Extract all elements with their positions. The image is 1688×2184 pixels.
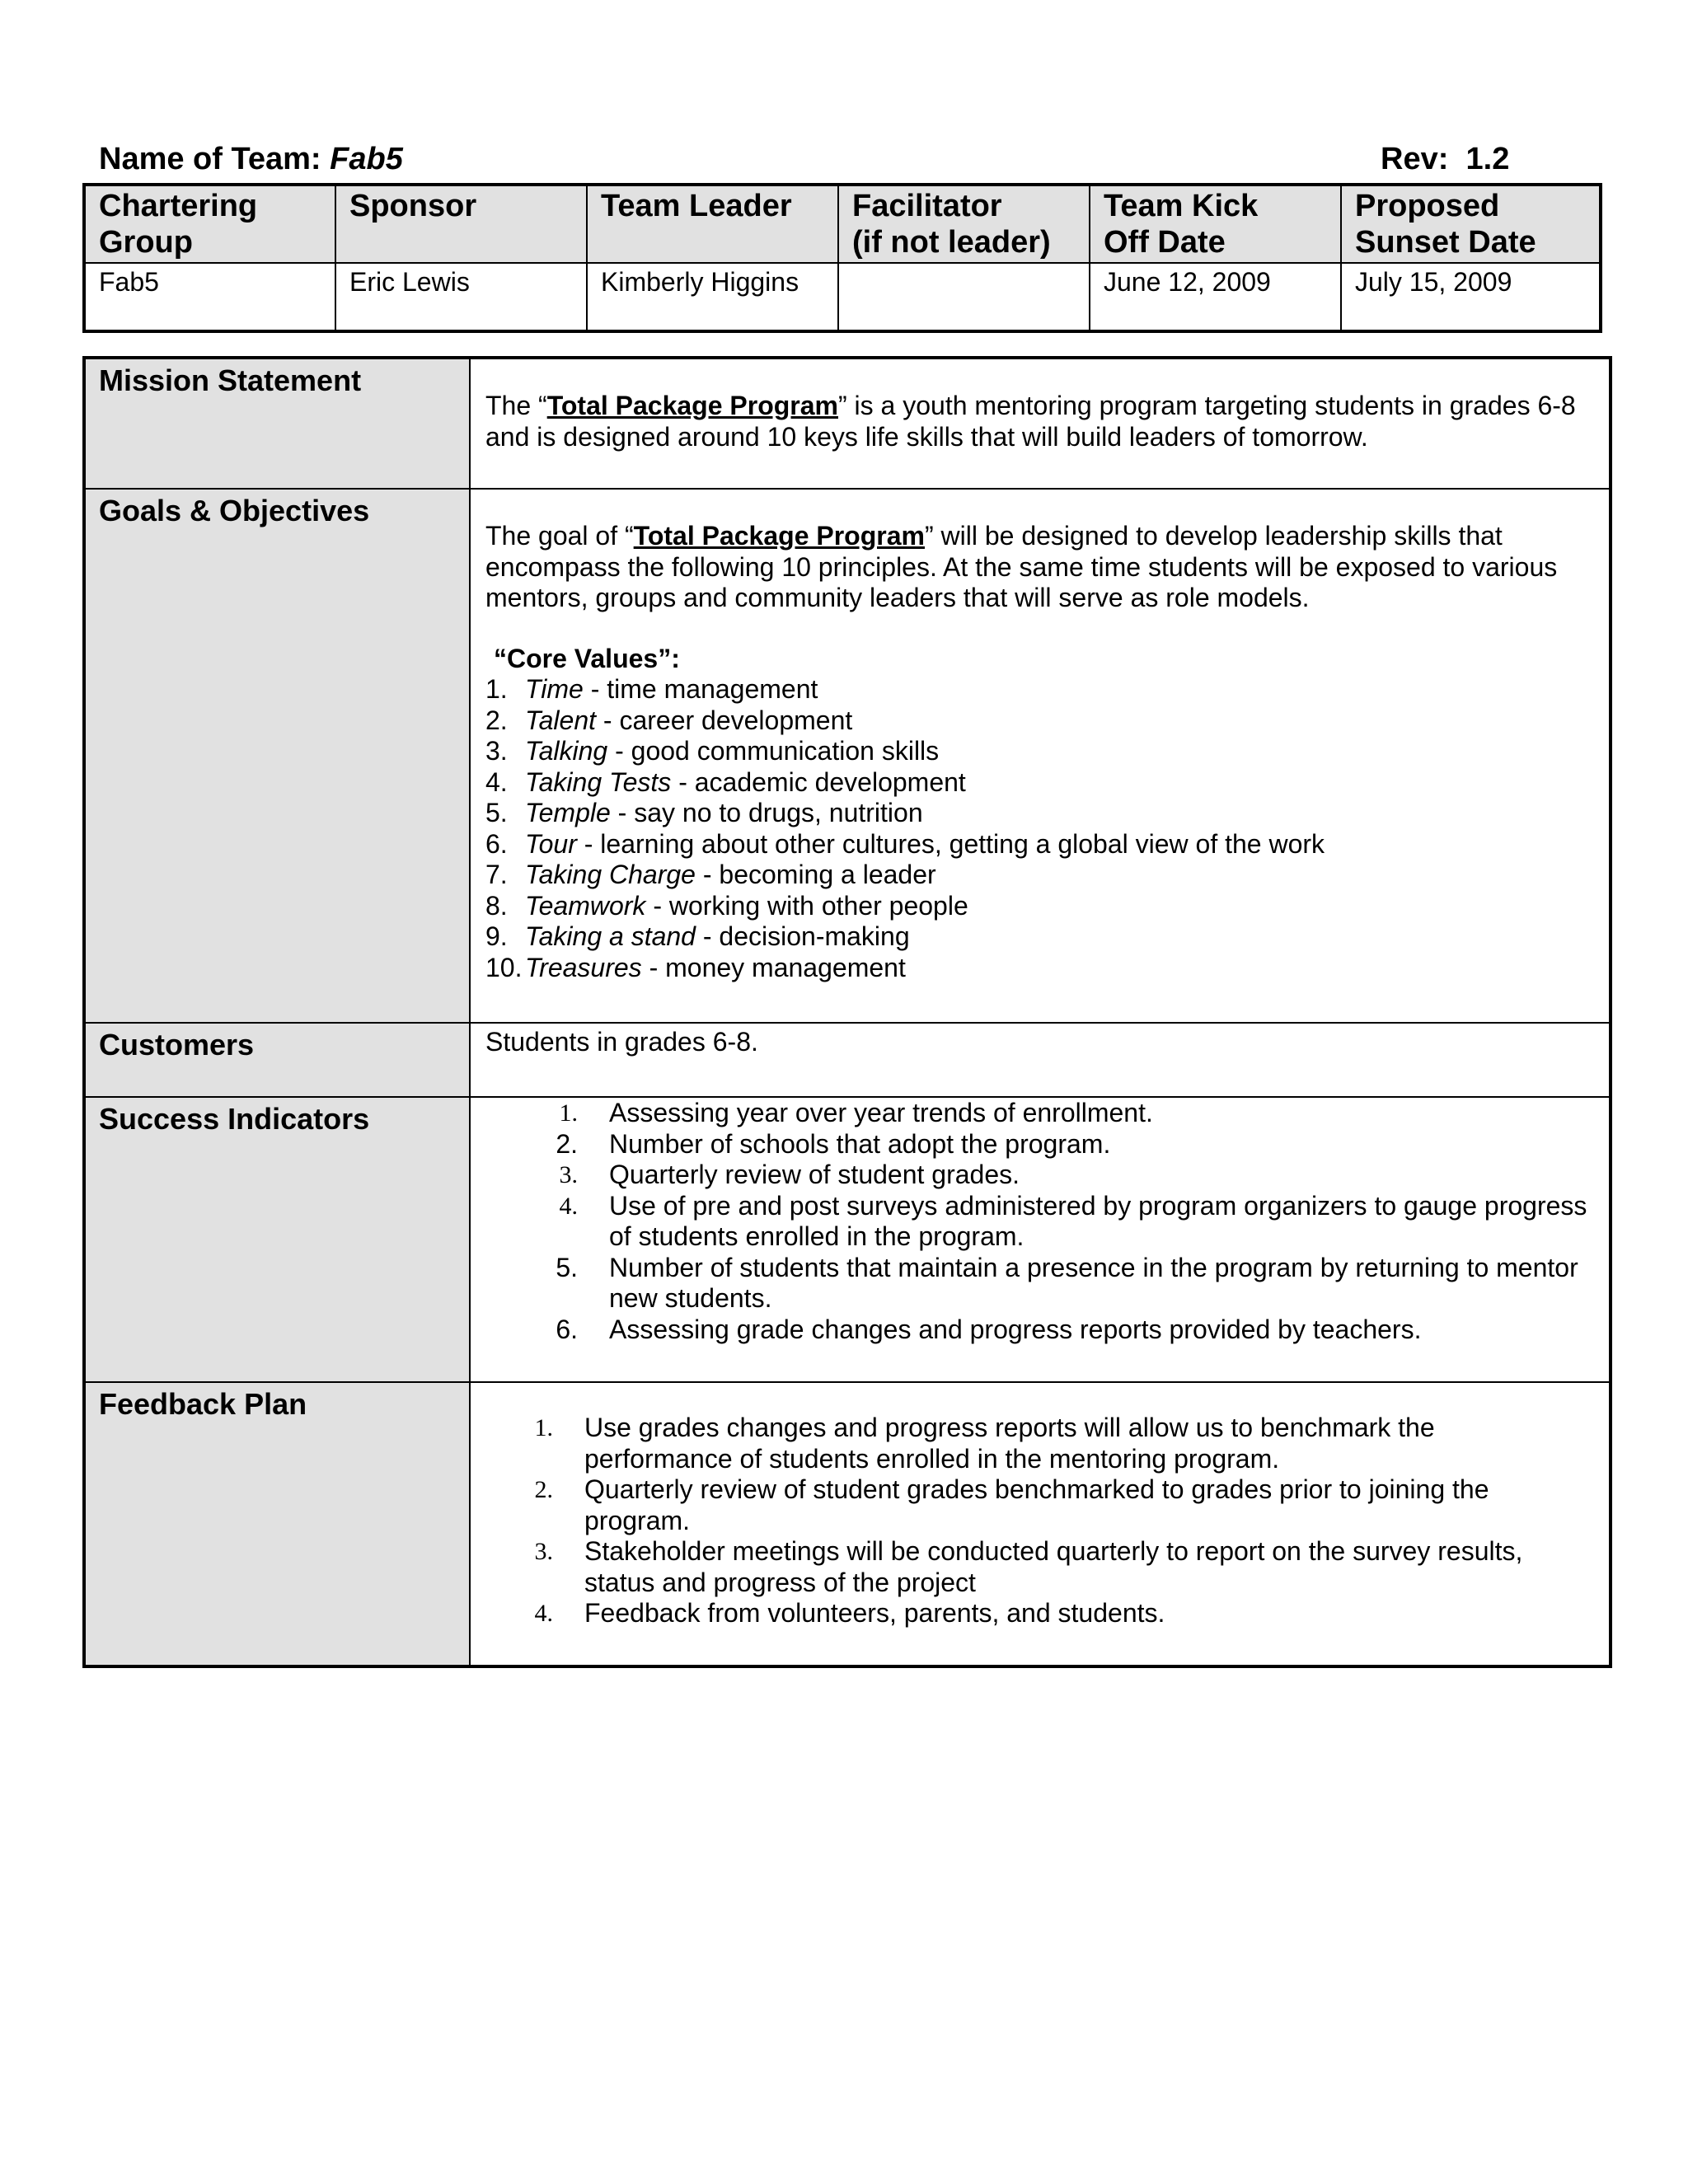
success-row <box>84 1097 1611 1382</box>
list-item: 8. Teamwork - working with other people <box>485 890 968 921</box>
value-facilitator <box>838 263 1090 331</box>
list-item: 3. Talking - good communication skills <box>485 736 940 766</box>
value-team-leader: Kimberly Higgins <box>587 263 838 331</box>
goals-row <box>84 489 1611 1023</box>
header-team-leader: Team Leader <box>587 185 838 263</box>
goals-content <box>470 489 1611 1023</box>
list-item: 4. Feedback from volunteers, parents, and students. <box>534 1598 1165 1628</box>
team-info-value-row <box>84 263 1601 331</box>
list-item: 4. Taking Tests - academic development <box>485 766 966 797</box>
program-name: Total Package Program <box>546 391 838 420</box>
mission-text: The “Total Package Program” is a youth mentoring program targeting students in grades 6-8 and is designed around 10 keys life skills that will build leaders of tomorrow. <box>485 391 1576 452</box>
header-sponsor: Sponsor <box>335 185 587 263</box>
list-item: 3. Quarterly review of student grades. <box>559 1160 1020 1189</box>
list-item: 9. Taking a stand - decision-making <box>485 921 910 951</box>
customers-content <box>470 1023 1611 1097</box>
charter-details-table <box>82 356 1612 1668</box>
list-item: 3. Stakeholder meetings will be conducted quarterly to report on the survey results, status and progress of the project <box>534 1536 1523 1597</box>
team-name: Fab5 <box>330 142 403 176</box>
program-name: Total Package Program <box>633 521 925 551</box>
list-item: 7. Taking Charge - becoming a leader <box>485 860 936 889</box>
header-chartering-group: Chartering Group <box>84 185 335 263</box>
list-item: 1. Use grades changes and progress reports will allow us to benchmark the performance of students enrolled in the mentoring program. <box>534 1413 1435 1474</box>
customers-text: Students in grades 6-8. <box>485 1027 758 1057</box>
revision <box>1381 142 1509 177</box>
value-sponsor: Eric Lewis <box>335 263 587 331</box>
customers-label: Customers <box>84 1023 470 1097</box>
success-content <box>470 1097 1611 1382</box>
value-sunset-date: July 15, 2009 <box>1341 263 1601 331</box>
header-sunset-date: Proposed Sunset Date <box>1341 185 1601 263</box>
list-item: 6. Assessing grade changes and progress reports provided by teachers. <box>556 1314 1422 1344</box>
mission-label: Mission Statement <box>84 358 470 489</box>
team-label: Name of Team: <box>99 142 321 176</box>
core-values-list <box>485 674 1589 983</box>
value-chartering-group: Fab5 <box>84 263 335 331</box>
mission-content <box>470 358 1611 489</box>
list-item: 2. Number of schools that adopt the program. <box>556 1128 1111 1159</box>
team-info-table <box>82 183 1602 333</box>
list-item: 4. Use of pre and post surveys administered by program organizers to gauge progress of students enrolled in the program. <box>559 1190 1587 1251</box>
feedback-content <box>470 1382 1611 1666</box>
rev-label: Rev: <box>1381 142 1449 176</box>
list-item: 5. Number of students that maintain a presence in the program by returning to mentor new students. <box>556 1252 1578 1313</box>
mission-row <box>84 358 1611 489</box>
list-item: 10. Treasures - money management <box>485 952 906 982</box>
feedback-row <box>84 1382 1611 1666</box>
header-facilitator: Facilitator (if not leader) <box>838 185 1090 263</box>
feedback-plan-list <box>485 1383 1589 1629</box>
list-item: 5. Temple - say no to drugs, nutrition <box>485 798 923 827</box>
customers-row <box>84 1023 1611 1097</box>
value-kick-off-date: June 12, 2009 <box>1090 263 1341 331</box>
core-values-title: “Core Values”: <box>494 643 680 673</box>
list-item: 1. Time - time management <box>485 674 818 704</box>
list-item: 2. Talent - career development <box>485 705 853 735</box>
document-header <box>99 142 1529 185</box>
goals-label: Goals & Objectives <box>84 489 470 1023</box>
success-label: Success Indicators <box>84 1097 470 1382</box>
goals-text: The goal of “Total Package Program” will be designed to develop leadership skills that encompass the following 10 principles. At the same time students will be exposed to various mentors, groups and community leaders that will serve as role models. <box>485 521 1558 612</box>
feedback-label: Feedback Plan <box>84 1382 470 1666</box>
rev-value: 1.2 <box>1465 142 1510 176</box>
success-indicators-list <box>485 1098 1589 1345</box>
team-info-header-row <box>84 185 1601 263</box>
list-item: 2. Quarterly review of student grades benchmarked to grades prior to joining the program. <box>534 1474 1489 1535</box>
list-item: 6. Tour - learning about other cultures, getting a global view of the work <box>485 828 1325 859</box>
header-kick-off-date: Team Kick Off Date <box>1090 185 1341 263</box>
list-item: 1. Assessing year over year trends of enrollment. <box>559 1098 1153 1127</box>
